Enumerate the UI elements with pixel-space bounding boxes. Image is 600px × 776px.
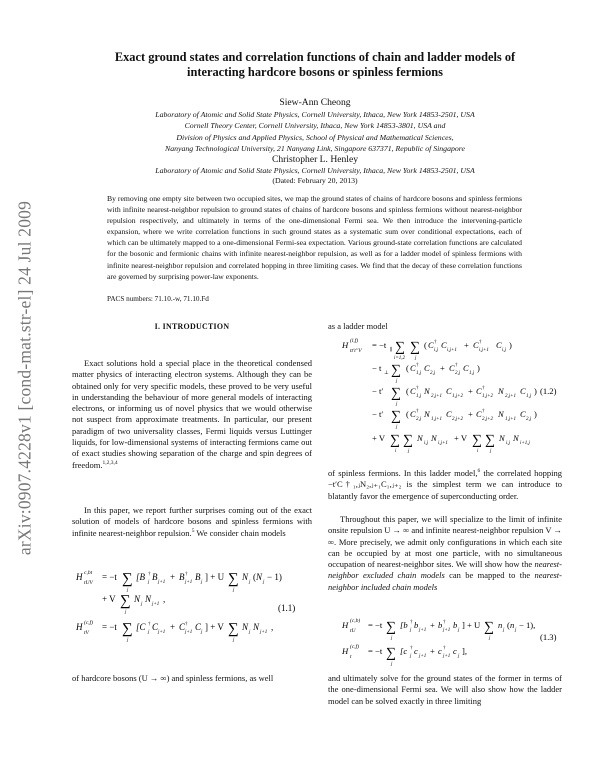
svg-text:B: B xyxy=(195,572,201,582)
svg-text:i,j+1: i,j+1 xyxy=(447,348,457,353)
svg-text:H: H xyxy=(342,340,349,350)
intro-paragraph-1 xyxy=(72,358,312,471)
svg-text:= −t: = −t xyxy=(368,620,383,630)
svg-text:C: C xyxy=(428,340,434,350)
svg-text:2,j+2: 2,j+2 xyxy=(482,417,494,422)
svg-text:N: N xyxy=(417,433,423,443)
reference-marker: 1,2,3,4 xyxy=(102,459,118,466)
svg-text:2,j+1: 2,j+1 xyxy=(505,394,517,399)
svg-text:): ) xyxy=(534,409,537,419)
svg-text:j: j xyxy=(415,356,417,361)
svg-text:): ) xyxy=(477,363,480,373)
emphasis-text: nearest-neighbor included chain models xyxy=(328,570,562,592)
svg-text:c: c xyxy=(414,646,418,656)
svg-text:b: b xyxy=(414,620,419,630)
arxiv-stamp-text: arXiv:0907.4228v1 [cond-mat.str-el] 24 Jul 2009 xyxy=(14,200,35,556)
svg-text:C: C xyxy=(441,340,447,350)
section-heading: I. INTRODUCTION xyxy=(154,322,230,331)
body-text: can be mapped to the xyxy=(444,570,535,581)
svg-text:†: † xyxy=(479,340,482,345)
closing-paragraph xyxy=(328,673,562,707)
svg-text:i+1,j: i+1,j xyxy=(520,441,530,446)
svg-text:N: N xyxy=(513,433,519,443)
svg-text:C: C xyxy=(520,409,526,419)
svg-text:†: † xyxy=(482,409,485,414)
svg-text:(: ( xyxy=(406,363,409,373)
svg-text:C: C xyxy=(449,363,455,373)
svg-text:C: C xyxy=(179,622,186,632)
svg-text:1,j+2: 1,j+2 xyxy=(482,394,494,399)
svg-text:j: j xyxy=(458,654,460,659)
svg-text:1,j+1: 1,j+1 xyxy=(431,417,443,422)
svg-text:C: C xyxy=(476,386,482,396)
equation-1-2-svg xyxy=(328,334,562,462)
svg-text:1,j+2: 1,j+2 xyxy=(452,394,464,399)
svg-text:j+1: j+1 xyxy=(419,628,427,633)
svg-text:+: + xyxy=(468,409,473,419)
svg-text:C: C xyxy=(152,622,159,632)
svg-text:2,j: 2,j xyxy=(455,371,461,376)
svg-text:†: † xyxy=(443,620,446,625)
svg-text:∑: ∑ xyxy=(472,433,482,448)
svg-text:†: † xyxy=(416,409,419,414)
ladder-intro xyxy=(328,321,562,332)
svg-text:(: ( xyxy=(253,572,256,582)
svg-text:1,j: 1,j xyxy=(469,371,475,376)
abstract: By removing one empty site between two occupied sites, we map the ground states of chains of hardcore bosons and spinless fermions with infinite nearest-neighbor repulsion to ground states of chains of hardcore bosons and spinless fermions without nearest-neighbor repulsion respectively, and ultimately in terms of the one-dimensional Fermi sea. We then introduce the intervening-particle expansion, where we write correlation functions in such ground states as a systematic sum over conditional expectations, each of which can be ultimately mapped to a one-dimensional Fermi-sea expectation. Various ground-state correlation functions are calculated for the bosonic and fermionic chains with infinite nearest-neighbor repulsion, as well as for a ladder model of spinless fermions with infinite nearest-neighbor repulsion and correlated hopping in three limiting cases. We find that the decay of these correlation functions are governed by surprising power-law exponents. xyxy=(107,194,522,281)
svg-text:j: j xyxy=(490,449,492,454)
svg-text:(l,f): (l,f) xyxy=(350,338,359,344)
svg-text:,: , xyxy=(271,622,274,632)
svg-text:2,j: 2,j xyxy=(430,371,436,376)
svg-text:N: N xyxy=(134,594,141,604)
svg-text:C: C xyxy=(463,363,469,373)
svg-text:− t: − t xyxy=(372,363,382,373)
svg-text:†: † xyxy=(416,363,419,368)
svg-text:c: c xyxy=(453,646,457,656)
svg-text:†: † xyxy=(455,363,458,368)
svg-text:c,bt: c,bt xyxy=(84,570,93,576)
svg-text:i,j: i,j xyxy=(424,441,429,446)
body-text: the correlated hopping −t′C†₁,ⱼN₂,ⱼ₊₁C₁,ⱼ₊₂ is the simplest term we can introduce to blatantly favor the emergence of superconducting order. xyxy=(328,468,562,501)
svg-text:N: N xyxy=(242,572,249,582)
svg-text:C: C xyxy=(410,363,416,373)
svg-text:(c,f): (c,f) xyxy=(350,644,360,650)
intro-text: We consider chain models xyxy=(194,527,286,538)
svg-text:C: C xyxy=(410,386,416,396)
svg-text:− t′: − t′ xyxy=(372,409,384,419)
svg-text:+: + xyxy=(430,620,435,630)
equation-1-1-label: (1.1) xyxy=(278,603,296,613)
svg-text:t: t xyxy=(350,654,352,660)
svg-text:†: † xyxy=(443,646,446,651)
svg-text:2,j: 2,j xyxy=(416,417,422,422)
svg-text:n: n xyxy=(510,620,515,630)
intro-text: In this paper, we report further surprises coming out of the exact solution of models of hardcore bosons and spinless fermions with infinite nearest-neighbor repulsion. xyxy=(72,505,312,538)
svg-text:i: i xyxy=(477,449,479,454)
svg-text:j: j xyxy=(263,580,265,585)
equation-1-3-label: (1.3) xyxy=(540,632,557,642)
svg-text:b: b xyxy=(453,620,458,630)
svg-text:j: j xyxy=(408,449,410,454)
svg-text:j+1: j+1 xyxy=(158,630,166,635)
svg-text:†: † xyxy=(410,620,413,625)
svg-text:H: H xyxy=(342,620,349,630)
svg-text:j: j xyxy=(148,630,150,635)
svg-text:− t′: − t′ xyxy=(372,386,384,396)
svg-text:C: C xyxy=(473,340,479,350)
svg-text:∑: ∑ xyxy=(395,340,405,355)
pacs-numbers: PACS numbers: 71.10.-w, 71.10.Fd xyxy=(107,295,209,303)
svg-text:] + U: ] + U xyxy=(205,572,225,582)
svg-text:= −t: = −t xyxy=(368,646,383,656)
svg-text:†: † xyxy=(185,572,188,577)
equation-1-1-svg xyxy=(72,555,312,655)
emphasis-text: nearest-neighbor excluded chain models xyxy=(328,559,562,581)
svg-text:j: j xyxy=(125,610,127,615)
svg-text:j: j xyxy=(201,580,203,585)
svg-text:∑: ∑ xyxy=(403,433,413,448)
svg-text:j: j xyxy=(396,379,398,384)
svg-text:N: N xyxy=(145,594,152,604)
svg-text:[C: [C xyxy=(136,622,146,632)
svg-text:N: N xyxy=(424,409,430,419)
svg-text:,: , xyxy=(163,594,166,604)
svg-text:†: † xyxy=(416,386,419,391)
arxiv-stamp xyxy=(8,178,42,578)
svg-text:∑: ∑ xyxy=(122,621,133,637)
author-1: Siew-Ann Cheong xyxy=(279,97,351,108)
limits-paragraph xyxy=(328,514,562,593)
svg-text:j+1: j+1 xyxy=(419,654,427,659)
svg-text:j: j xyxy=(391,662,393,666)
svg-text:[c: [c xyxy=(400,646,408,656)
svg-text:N: N xyxy=(424,386,430,396)
svg-text:j+1: j+1 xyxy=(260,630,268,635)
body-text: Throughout this paper, we will specialize to the limit of infinite onsite repulsion U → ∞ and infinite nearest-neighbor repulsion V → ∞. More precisely, we admit only configurations in which each site can be occupied by at most one particle, with no simultaneous occupation of nearest-neighbor sites. We will show how the xyxy=(328,514,562,570)
equation-1-3-svg xyxy=(328,610,562,666)
svg-text:j: j xyxy=(127,638,129,643)
body-text: of spinless fermions. In this ladder model, xyxy=(328,468,478,478)
svg-text:C: C xyxy=(424,363,430,373)
equation-1-2 xyxy=(328,334,562,462)
svg-text:N: N xyxy=(499,433,505,443)
svg-text:j: j xyxy=(249,630,251,635)
svg-text:j: j xyxy=(391,636,393,641)
svg-text:∑: ∑ xyxy=(122,571,133,587)
svg-text:+: + xyxy=(170,622,176,632)
svg-text:j: j xyxy=(233,638,235,643)
svg-text:⊥: ⊥ xyxy=(384,371,389,376)
svg-text:+ V: + V xyxy=(454,433,468,443)
svg-text:∑: ∑ xyxy=(391,386,401,401)
svg-text:],: ], xyxy=(462,646,468,656)
svg-text:N: N xyxy=(253,622,260,632)
svg-text:tU: tU xyxy=(350,628,356,634)
intro-paragraph-3 xyxy=(72,673,312,684)
svg-text:(: ( xyxy=(406,409,409,419)
svg-text:∑: ∑ xyxy=(386,646,396,661)
svg-text:†: † xyxy=(410,646,413,651)
svg-text:(: ( xyxy=(507,620,510,630)
svg-text:C: C xyxy=(195,622,202,632)
date-line: (Dated: February 20, 2013) xyxy=(272,176,358,185)
ladder-paragraph xyxy=(328,468,562,502)
svg-text:N: N xyxy=(242,622,249,632)
svg-text:j+1: j+1 xyxy=(152,602,160,607)
svg-text:[B: [B xyxy=(136,572,145,582)
svg-text:N: N xyxy=(431,433,437,443)
svg-text:i,j: i,j xyxy=(502,348,507,353)
svg-text:tUV: tUV xyxy=(84,580,93,586)
svg-text:= −t: = −t xyxy=(102,572,117,582)
svg-text:†: † xyxy=(434,340,437,345)
title-line-2: interacting hardcore bosons or spinless fermions xyxy=(187,65,443,79)
svg-text:j: j xyxy=(201,630,203,635)
intro-paragraph-2 xyxy=(72,505,312,539)
equation-1-1 xyxy=(72,555,312,655)
svg-text:j: j xyxy=(458,628,460,633)
svg-text:∑: ∑ xyxy=(390,433,400,448)
title-line-1: Exact ground states and correlation functions of chain and ladder models of xyxy=(114,50,516,64)
affiliation-2: Laboratory of Atomic and Solid State Physics, Cornell University, Ithaca, New York 14853-2501, USA xyxy=(155,166,475,175)
svg-text:j+1: j+1 xyxy=(443,654,451,659)
svg-text:j: j xyxy=(503,628,505,633)
svg-text:(c,b): (c,b) xyxy=(350,618,361,624)
svg-text:+ V: + V xyxy=(102,594,116,604)
svg-text:j: j xyxy=(396,402,398,407)
svg-text:∑: ∑ xyxy=(410,340,420,355)
svg-text:∥: ∥ xyxy=(390,348,393,353)
svg-text:2,j+1: 2,j+1 xyxy=(431,394,443,399)
svg-text:H: H xyxy=(76,622,83,632)
svg-text:+ V: + V xyxy=(372,433,386,443)
svg-text:j: j xyxy=(249,580,251,585)
svg-text:n: n xyxy=(498,620,503,630)
svg-text:C: C xyxy=(476,409,482,419)
svg-text:2,j+2: 2,j+2 xyxy=(452,417,464,422)
svg-text:C: C xyxy=(446,409,452,419)
svg-text:N: N xyxy=(498,386,504,396)
svg-text:i,j+1: i,j+1 xyxy=(479,348,489,353)
svg-text:j+1: j+1 xyxy=(185,630,193,635)
reference-marker: 5 xyxy=(191,527,195,534)
intro-text: as a ladder model xyxy=(328,321,388,331)
svg-text:2,j: 2,j xyxy=(526,417,532,422)
svg-text:∑: ∑ xyxy=(484,620,494,635)
body-text: and ultimately solve for the ground states of the former in terms of the one-dimensional Fermi sea. We will also show how the ladder model can be solved exactly in three limiting xyxy=(328,673,562,706)
svg-text:i,j: i,j xyxy=(434,348,439,353)
svg-text:j: j xyxy=(489,636,491,641)
svg-text:∑: ∑ xyxy=(391,363,401,378)
svg-text:∑: ∑ xyxy=(485,433,495,448)
svg-text:tt′t′′V: tt′t′′V xyxy=(350,348,362,354)
svg-text:[b: [b xyxy=(400,620,408,630)
svg-text:1,j: 1,j xyxy=(526,394,532,399)
svg-text:j+1: j+1 xyxy=(443,628,451,633)
svg-text:] + V: ] + V xyxy=(205,622,224,632)
svg-text:i,j: i,j xyxy=(506,441,511,446)
reference-marker: 6 xyxy=(477,468,481,475)
svg-text:j+1: j+1 xyxy=(158,580,166,585)
svg-text:j: j xyxy=(233,588,235,593)
svg-text:j: j xyxy=(396,425,398,430)
svg-text:C: C xyxy=(446,386,452,396)
svg-text:(: ( xyxy=(424,340,427,350)
equation-1-3 xyxy=(328,610,562,666)
svg-text:1,j: 1,j xyxy=(416,394,422,399)
svg-text:+: + xyxy=(430,646,435,656)
intro-text: Exact solutions hold a special place in the theoretical condensed matter physics of interacting electron systems. Although they can be obtained only for very specific models, these proved to be very useful in understanding the behaviour of more general models of interacting electrons, or informing us of novel physics that we would otherwise not suspect from approximate treatments. In particular, our present paradigm of two universality classes, Fermi liquids versus Luttinger liquids, for low-dimensional systems of interacting fermions came out of exact studies showing separation of the charge and spin degrees of freedom. xyxy=(72,358,312,470)
svg-text:∑: ∑ xyxy=(228,571,239,587)
svg-text:− 1),: − 1), xyxy=(519,620,536,630)
svg-text:∑: ∑ xyxy=(391,409,401,424)
svg-text:tV: tV xyxy=(84,630,89,636)
svg-text:1,j: 1,j xyxy=(416,371,422,376)
affiliation-1-line: Division of Physics and Applied Physics, School of Physical and Mathematical Sciences, xyxy=(176,132,454,142)
affiliation-1-line: Nanyang Technological University, 21 Nanyang Link, Singapore 637371, Republic of Singapore xyxy=(165,144,465,154)
svg-text:): ) xyxy=(509,340,512,350)
svg-text:∑: ∑ xyxy=(120,593,131,609)
svg-text:+: + xyxy=(468,386,473,396)
svg-text:): ) xyxy=(534,386,537,396)
intro-text: of hardcore bosons (U → ∞) and spinless fermions, as well xyxy=(72,673,274,683)
svg-text:j: j xyxy=(127,588,129,593)
svg-text:(: ( xyxy=(406,386,409,396)
svg-text:∑: ∑ xyxy=(386,620,396,635)
svg-text:+: + xyxy=(170,572,176,582)
svg-text:] + U: ] + U xyxy=(462,620,481,630)
svg-text:i: i xyxy=(395,449,397,454)
svg-text:(c,f): (c,f) xyxy=(84,620,94,626)
affiliation-1 xyxy=(60,109,570,155)
svg-text:†: † xyxy=(482,386,485,391)
svg-text:H: H xyxy=(76,572,83,582)
svg-text:j+1: j+1 xyxy=(185,580,193,585)
svg-text:= −t: = −t xyxy=(372,340,387,350)
svg-text:†: † xyxy=(148,572,151,577)
svg-text:H: H xyxy=(342,646,349,656)
paper-title xyxy=(90,50,540,80)
svg-text:†: † xyxy=(148,622,151,627)
svg-text:b: b xyxy=(438,620,443,630)
svg-text:C: C xyxy=(410,409,416,419)
svg-text:+: + xyxy=(464,340,469,350)
svg-text:j: j xyxy=(410,628,412,633)
author-2: Christopher L. Henley xyxy=(271,154,359,165)
svg-text:+: + xyxy=(440,363,445,373)
svg-text:C: C xyxy=(496,340,502,350)
svg-text:j: j xyxy=(515,628,517,633)
affiliation-1-line: Laboratory of Atomic and Solid State Physics, Cornell University, Ithaca, New York 14853-2501, USA xyxy=(155,110,475,119)
svg-text:j: j xyxy=(410,654,412,659)
svg-text:†: † xyxy=(185,622,188,627)
svg-text:∑: ∑ xyxy=(228,621,239,637)
svg-text:= −t: = −t xyxy=(102,622,117,632)
svg-text:N: N xyxy=(498,409,504,419)
svg-text:j: j xyxy=(148,580,150,585)
affiliation-1-line: Cornell Theory Center, Cornell University, Ithaca, New York 14853-3801, USA and xyxy=(184,121,446,131)
svg-text:i,j+1: i,j+1 xyxy=(438,441,448,446)
svg-text:1,j+1: 1,j+1 xyxy=(505,417,517,422)
svg-text:− 1): − 1) xyxy=(267,572,282,582)
svg-text:c: c xyxy=(438,646,442,656)
svg-text:N: N xyxy=(256,572,263,582)
svg-text:C: C xyxy=(520,386,526,396)
svg-text:B: B xyxy=(179,572,185,582)
svg-text:B: B xyxy=(152,572,158,582)
equation-1-2-label: (1.2) xyxy=(540,386,557,396)
svg-text:i=1,2: i=1,2 xyxy=(394,356,406,361)
svg-text:j: j xyxy=(141,602,143,607)
